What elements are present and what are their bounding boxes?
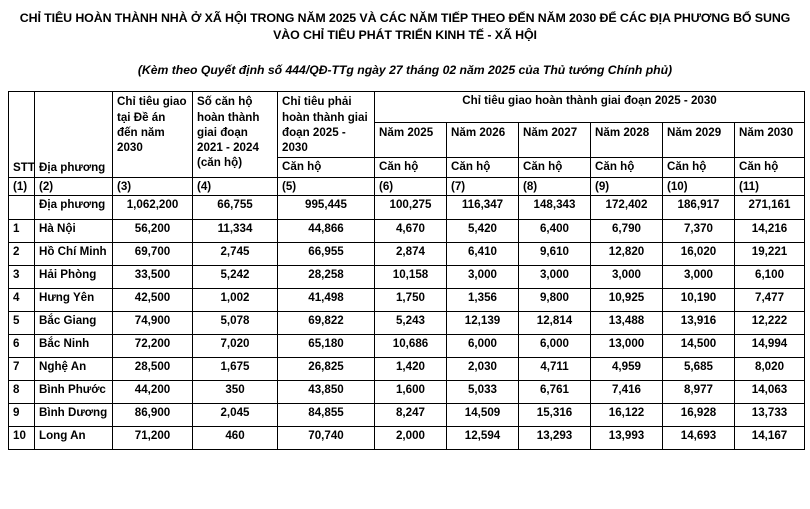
col-header-year-2028: Năm 2028 — [591, 123, 663, 157]
row-required: 66,955 — [278, 242, 375, 265]
row-2029: 13,916 — [663, 311, 735, 334]
row-2026: 2,030 — [447, 357, 519, 380]
col-header-year-2030: Năm 2030 — [735, 123, 805, 157]
row-completed: 5,078 — [193, 311, 278, 334]
colnum-2: (2) — [35, 177, 113, 195]
row-stt: 2 — [9, 242, 35, 265]
row-stt: 7 — [9, 357, 35, 380]
row-target-2030: 42,500 — [113, 288, 193, 311]
row-2026: 3,000 — [447, 265, 519, 288]
total-completed: 66,755 — [193, 195, 278, 219]
colnum-9: (9) — [591, 177, 663, 195]
column-number-row — [9, 177, 805, 195]
table-row — [9, 426, 805, 449]
total-2030: 271,161 — [735, 195, 805, 219]
row-required: 44,866 — [278, 219, 375, 242]
row-target-2030: 33,500 — [113, 265, 193, 288]
row-2026: 6,000 — [447, 334, 519, 357]
unit-2030: Căn hộ — [735, 157, 805, 177]
row-stt: 5 — [9, 311, 35, 334]
unit-required: Căn hộ — [278, 157, 375, 177]
row-2030: 7,477 — [735, 288, 805, 311]
row-2025: 10,158 — [375, 265, 447, 288]
row-2028: 3,000 — [591, 265, 663, 288]
row-2030: 8,020 — [735, 357, 805, 380]
row-2029: 8,977 — [663, 380, 735, 403]
row-2025: 2,874 — [375, 242, 447, 265]
table-row — [9, 265, 805, 288]
row-2028: 7,416 — [591, 380, 663, 403]
total-row — [9, 195, 805, 219]
col-header-required-2025-2030: Chỉ tiêu phải hoàn thành giai đoạn 2025 - 2030 — [278, 92, 375, 157]
row-2028: 13,000 — [591, 334, 663, 357]
row-2026: 12,139 — [447, 311, 519, 334]
row-2029: 14,693 — [663, 426, 735, 449]
row-stt: 1 — [9, 219, 35, 242]
col-header-locality: Địa phương — [35, 92, 113, 177]
row-2030: 6,100 — [735, 265, 805, 288]
row-2025: 1,750 — [375, 288, 447, 311]
row-2029: 5,685 — [663, 357, 735, 380]
row-2029: 16,928 — [663, 403, 735, 426]
row-required: 28,258 — [278, 265, 375, 288]
row-2027: 9,610 — [519, 242, 591, 265]
colnum-7: (7) — [447, 177, 519, 195]
row-target-2030: 69,700 — [113, 242, 193, 265]
row-2028: 13,993 — [591, 426, 663, 449]
colnum-6: (6) — [375, 177, 447, 195]
row-2029: 3,000 — [663, 265, 735, 288]
row-required: 84,855 — [278, 403, 375, 426]
col-header-year-2025: Năm 2025 — [375, 123, 447, 157]
row-locality: Hưng Yên — [35, 288, 113, 311]
col-header-completed-2021-2024: Số căn hộ hoàn thành giai đoạn 2021 - 2024 (căn hộ) — [193, 92, 278, 177]
col-header-target-2030: Chỉ tiêu giao tại Đề án đến năm 2030 — [113, 92, 193, 177]
row-2025: 4,670 — [375, 219, 447, 242]
row-completed: 350 — [193, 380, 278, 403]
row-target-2030: 28,500 — [113, 357, 193, 380]
colnum-11: (11) — [735, 177, 805, 195]
row-target-2030: 56,200 — [113, 219, 193, 242]
row-stt: 10 — [9, 426, 35, 449]
row-2027: 6,761 — [519, 380, 591, 403]
row-target-2030: 74,900 — [113, 311, 193, 334]
total-2028: 172,402 — [591, 195, 663, 219]
row-stt: 6 — [9, 334, 35, 357]
row-2030: 13,733 — [735, 403, 805, 426]
total-2025: 100,275 — [375, 195, 447, 219]
colnum-8: (8) — [519, 177, 591, 195]
row-2027: 4,711 — [519, 357, 591, 380]
table-row — [9, 403, 805, 426]
row-stt: 9 — [9, 403, 35, 426]
row-2030: 14,216 — [735, 219, 805, 242]
col-header-year-2029: Năm 2029 — [663, 123, 735, 157]
row-2028: 13,488 — [591, 311, 663, 334]
total-label: Địa phương — [35, 195, 113, 219]
row-locality: Nghệ An — [35, 357, 113, 380]
unit-2029: Căn hộ — [663, 157, 735, 177]
table-row — [9, 242, 805, 265]
row-2026: 6,410 — [447, 242, 519, 265]
row-2025: 1,600 — [375, 380, 447, 403]
table-row — [9, 219, 805, 242]
row-required: 43,850 — [278, 380, 375, 403]
total-2029: 186,917 — [663, 195, 735, 219]
row-locality: Hà Nội — [35, 219, 113, 242]
row-required: 26,825 — [278, 357, 375, 380]
table-body — [9, 195, 805, 449]
row-2027: 15,316 — [519, 403, 591, 426]
total-target-2030: 1,062,200 — [113, 195, 193, 219]
row-2029: 16,020 — [663, 242, 735, 265]
table-row — [9, 288, 805, 311]
col-header-stt: STT — [9, 92, 35, 177]
row-required: 41,498 — [278, 288, 375, 311]
unit-2028: Căn hộ — [591, 157, 663, 177]
table-row — [9, 334, 805, 357]
row-locality: Bắc Giang — [35, 311, 113, 334]
page-title: CHỈ TIÊU HOÀN THÀNH NHÀ Ở XÃ HỘI TRONG NĂM 2025 VÀ CÁC NĂM TIẾP THEO ĐẾN NĂM 2030 ĐỂ CÁC ĐỊA PHƯƠNG BỔ SUNG VÀO CHỈ TIÊU PHÁT TRIỂN KINH TẾ - XÃ HỘI — [19, 11, 791, 42]
row-2030: 14,167 — [735, 426, 805, 449]
row-2025: 1,420 — [375, 357, 447, 380]
row-stt: 4 — [9, 288, 35, 311]
colnum-5: (5) — [278, 177, 375, 195]
row-locality: Bình Dương — [35, 403, 113, 426]
row-2030: 19,221 — [735, 242, 805, 265]
row-2026: 12,594 — [447, 426, 519, 449]
row-2030: 14,994 — [735, 334, 805, 357]
row-locality: Bắc Ninh — [35, 334, 113, 357]
row-target-2030: 44,200 — [113, 380, 193, 403]
total-required: 995,445 — [278, 195, 375, 219]
row-stt: 8 — [9, 380, 35, 403]
row-completed: 1,675 — [193, 357, 278, 380]
page-subtitle: (Kèm theo Quyết định số 444/QĐ-TTg ngày 27 tháng 02 năm 2025 của Thủ tướng Chính phủ) — [137, 63, 673, 78]
row-completed: 460 — [193, 426, 278, 449]
row-required: 70,740 — [278, 426, 375, 449]
row-2026: 5,033 — [447, 380, 519, 403]
row-2027: 9,800 — [519, 288, 591, 311]
row-2025: 2,000 — [375, 426, 447, 449]
table-row — [9, 311, 805, 334]
row-2028: 6,790 — [591, 219, 663, 242]
row-2025: 5,243 — [375, 311, 447, 334]
row-2026: 14,509 — [447, 403, 519, 426]
row-2030: 14,063 — [735, 380, 805, 403]
col-header-year-2026: Năm 2026 — [447, 123, 519, 157]
total-2026: 116,347 — [447, 195, 519, 219]
row-2028: 12,820 — [591, 242, 663, 265]
colnum-3: (3) — [113, 177, 193, 195]
row-2027: 13,293 — [519, 426, 591, 449]
row-2025: 10,686 — [375, 334, 447, 357]
row-completed: 11,334 — [193, 219, 278, 242]
row-stt: 3 — [9, 265, 35, 288]
row-locality: Hồ Chí Minh — [35, 242, 113, 265]
row-2027: 3,000 — [519, 265, 591, 288]
total-2027: 148,343 — [519, 195, 591, 219]
row-2029: 10,190 — [663, 288, 735, 311]
row-2029: 14,500 — [663, 334, 735, 357]
row-2028: 10,925 — [591, 288, 663, 311]
row-2028: 16,122 — [591, 403, 663, 426]
row-completed: 2,045 — [193, 403, 278, 426]
row-2027: 12,814 — [519, 311, 591, 334]
header-row-1 — [9, 92, 805, 123]
row-2026: 5,420 — [447, 219, 519, 242]
row-2030: 12,222 — [735, 311, 805, 334]
unit-2025: Căn hộ — [375, 157, 447, 177]
colnum-10: (10) — [663, 177, 735, 195]
row-completed: 1,002 — [193, 288, 278, 311]
table-row — [9, 357, 805, 380]
row-target-2030: 86,900 — [113, 403, 193, 426]
row-locality: Bình Phước — [35, 380, 113, 403]
row-locality: Hải Phòng — [35, 265, 113, 288]
row-2027: 6,400 — [519, 219, 591, 242]
unit-2026: Căn hộ — [447, 157, 519, 177]
col-header-year-2027: Năm 2027 — [519, 123, 591, 157]
row-2027: 6,000 — [519, 334, 591, 357]
housing-targets-table — [8, 91, 805, 449]
row-target-2030: 71,200 — [113, 426, 193, 449]
row-2029: 7,370 — [663, 219, 735, 242]
row-required: 69,822 — [278, 311, 375, 334]
col-header-group-2025-2030: Chỉ tiêu giao hoàn thành giai đoạn 2025 - 2030 — [375, 92, 805, 123]
colnum-4: (4) — [193, 177, 278, 195]
colnum-1: (1) — [9, 177, 35, 195]
row-2026: 1,356 — [447, 288, 519, 311]
total-stt — [9, 195, 35, 219]
row-completed: 7,020 — [193, 334, 278, 357]
row-completed: 5,242 — [193, 265, 278, 288]
row-2028: 4,959 — [591, 357, 663, 380]
table-row — [9, 380, 805, 403]
row-2025: 8,247 — [375, 403, 447, 426]
row-target-2030: 72,200 — [113, 334, 193, 357]
row-required: 65,180 — [278, 334, 375, 357]
unit-2027: Căn hộ — [519, 157, 591, 177]
row-locality: Long An — [35, 426, 113, 449]
row-completed: 2,745 — [193, 242, 278, 265]
